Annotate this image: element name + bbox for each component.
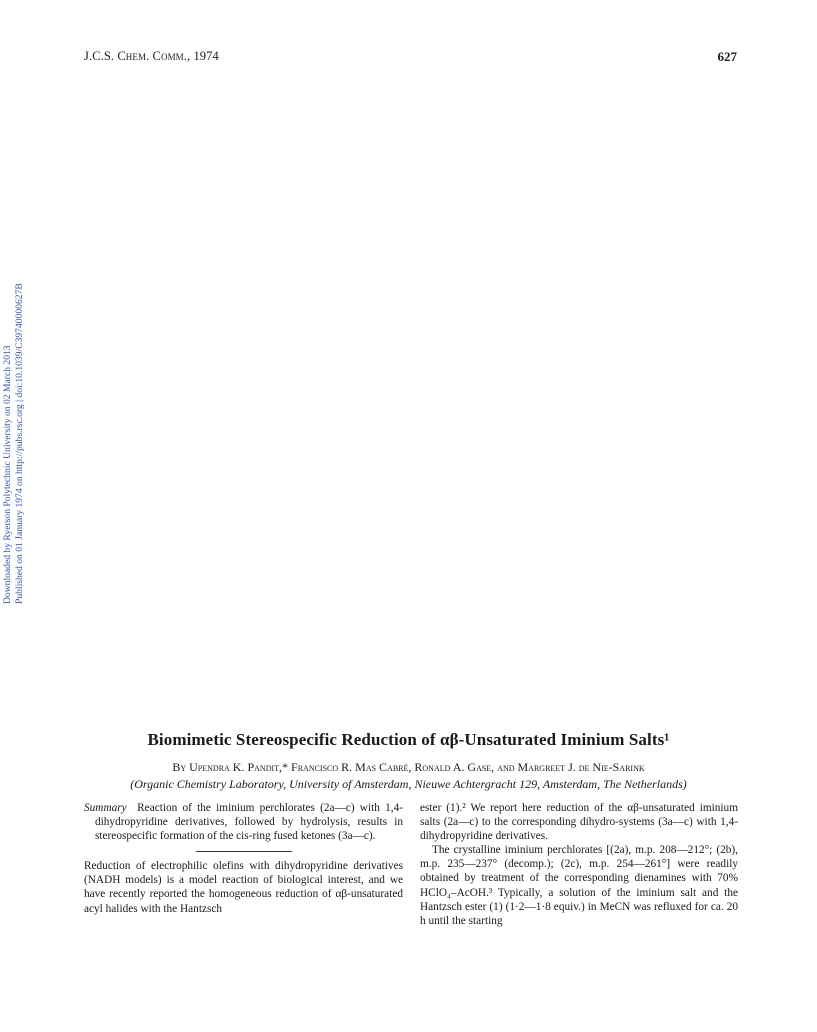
article-authors: By Upendra K. Pandit,* Francisco R. Mas Cabré, Ronald A. Gase, and Margreet J. de Nie-Sarink <box>172 760 645 774</box>
download-notice-line-2[interactable]: Published on 01 January 1974 on http://pubs.rsc.org | doi:10.1039/C39740000627B <box>13 283 25 604</box>
right-column <box>420 801 738 928</box>
article-title: Biomimetic Stereospecific Reduction of αβ-Unsaturated Iminium Salts¹ <box>147 730 670 749</box>
section-divider <box>196 851 292 852</box>
page-number: 627 <box>717 49 737 64</box>
article-affiliation: (Organic Chemistry Laboratory, University of Amsterdam, Nieuwe Achtergracht 129, Amsterdam, The Netherlands) <box>130 777 687 791</box>
body-paragraph-2: The crystalline iminium perchlorates [(2a), m.p. 208—212°; (2b), m.p. 235—237° (decomp.); (2c), m.p. 254—261°] were readily obtained by treatment of the corresponding dienamines with 70% HClO₄–AcOH.³ Typically, a solution of the iminium salt and the Hantzsch ester (1) (1·2—1·8 equiv.) in MeCN was refluxed for ca. 20 h until the starting <box>420 844 738 927</box>
summary <box>84 801 403 843</box>
summary-text: Reaction of the iminium perchlorates (2a—c) with 1,4-dihydropyridine derivatives, followed by hydrolysis, results in stereospecific formation of the cis-ring fused ketones (3a—c). <box>95 802 403 843</box>
body-paragraph-1: Reduction of electrophilic olefins with dihydropyridine derivatives (NADH models) is a model reaction of biological interest, and we have recently reported the homogeneous reduction of αβ-unsaturated acyl halides with the Hantzsch <box>84 860 403 915</box>
download-notice <box>2 244 25 604</box>
download-notice-line-1[interactable]: Downloaded by Ryerson Polytechnic University on 02 March 2013 <box>2 345 13 604</box>
summary-label: Summary <box>84 802 127 814</box>
running-head: J.C.S. Chem. Comm., 1974 <box>84 49 219 63</box>
left-column <box>84 801 403 916</box>
body-paragraph-1-cont: ester (1).² We report here reduction of the αβ-unsaturated iminium salts (2a—c) to the corresponding dihydro-systems (3a—c) with 1,4-dihydropyridine derivatives. <box>420 802 738 843</box>
